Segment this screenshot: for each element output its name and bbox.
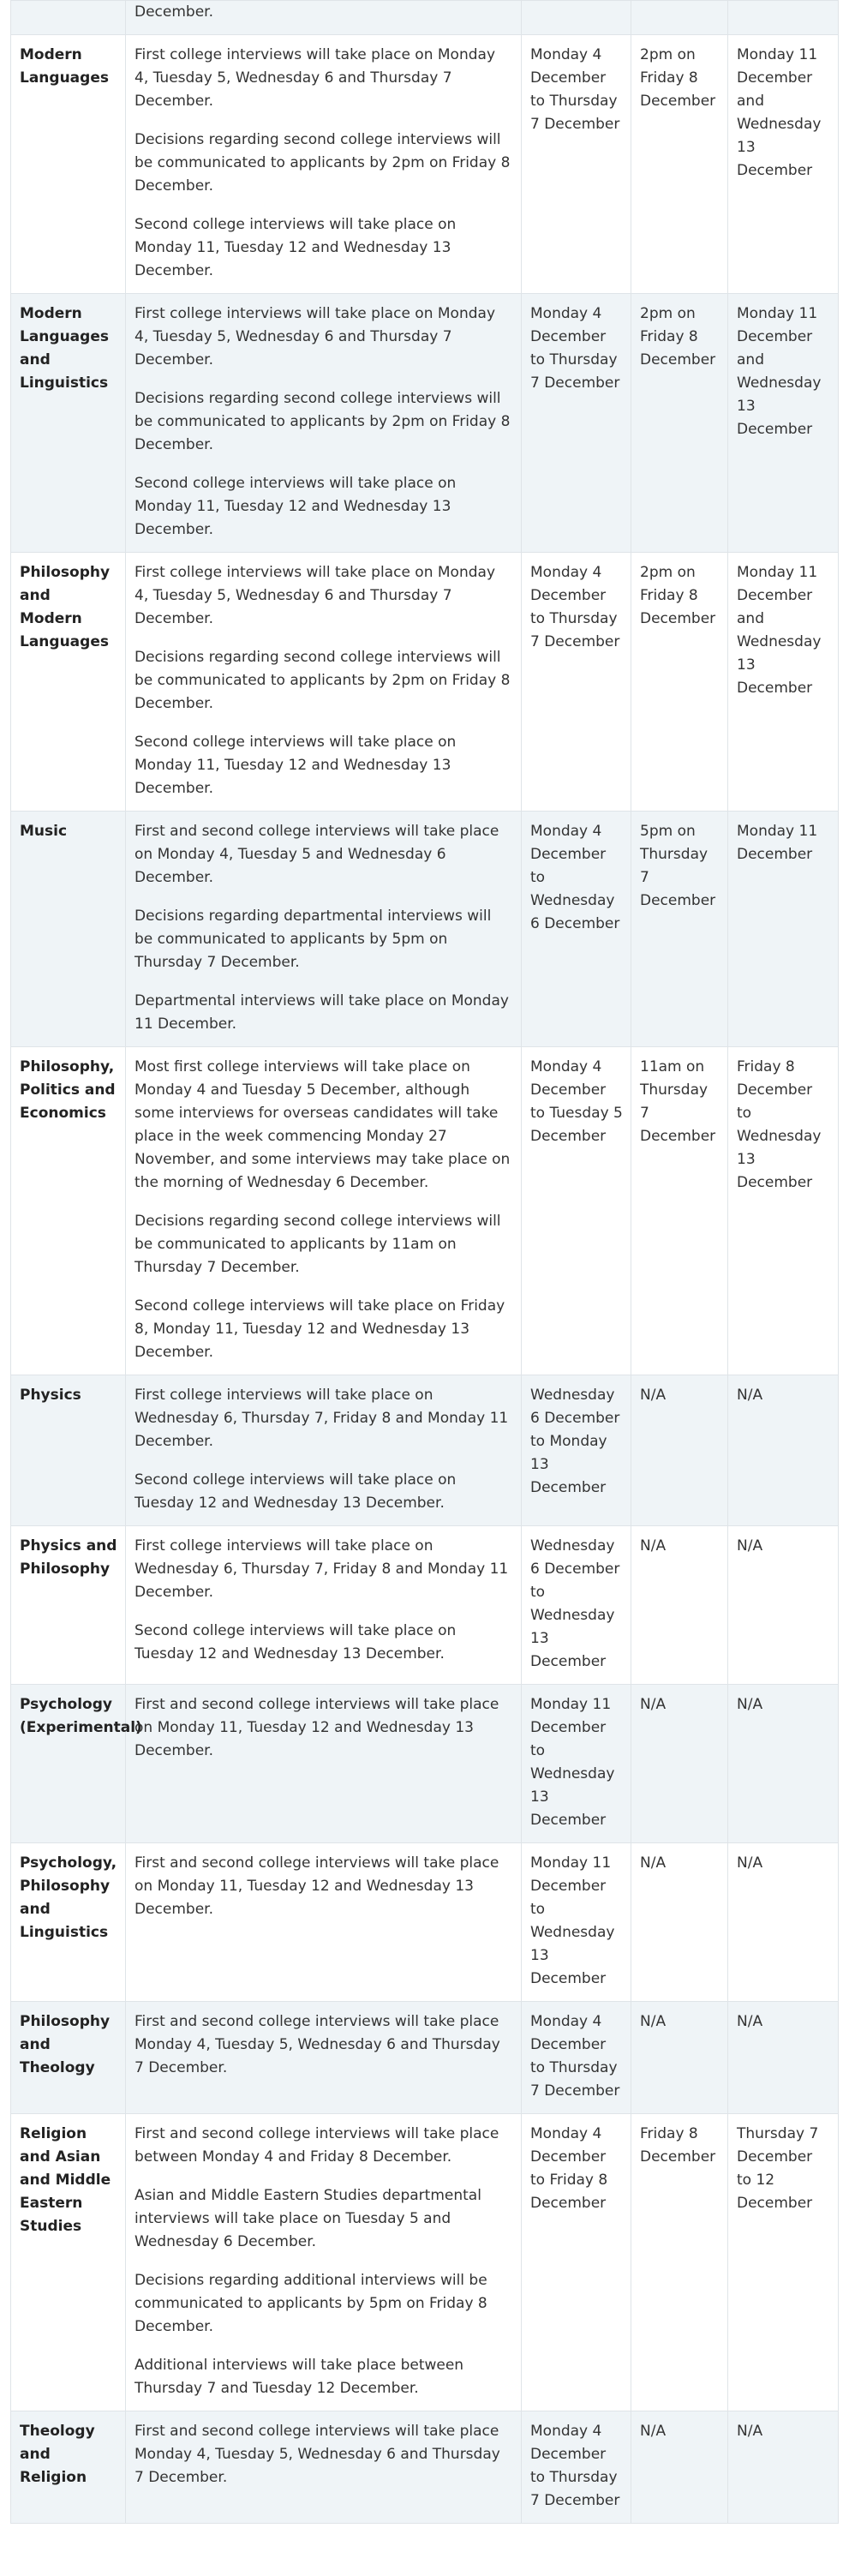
first-interviews-cell (522, 1, 631, 35)
first-interviews-cell: Monday 4 December to Friday 8 December (522, 2114, 631, 2411)
details-paragraph: Second college interviews will take place on Tuesday 12 and Wednesday 13 December. (135, 1471, 457, 1512)
second-interviews-cell: Monday 11 December (728, 812, 839, 1047)
second-interviews-cell: N/A (728, 1843, 839, 2002)
second-interviews-cell: N/A (728, 1375, 839, 1526)
details-cell (126, 812, 522, 1047)
details-paragraph: Second college interviews will take place on Tuesday 12 and Wednesday 13 December. (135, 1622, 457, 1662)
decision-deadline-cell (631, 1, 728, 35)
table-row (11, 1685, 839, 1843)
details-cell (126, 553, 522, 812)
details-paragraph: December. (135, 3, 213, 21)
details-paragraph: Asian and Middle Eastern Studies departmental interviews will take place on Tuesday 5 and Wednesday 6 December. (135, 2187, 481, 2250)
first-interviews-cell: Monday 11 December to Wednesday 13 December (522, 1843, 631, 2002)
decision-deadline-cell: 11am on Thursday 7 December (631, 1047, 728, 1375)
details-cell (126, 1375, 522, 1526)
table-row (11, 553, 839, 812)
details-cell (126, 1047, 522, 1375)
details-paragraph: First college interviews will take place on Monday 4, Tuesday 5, Wednesday 6 and Thursday 7 December. (135, 305, 495, 368)
second-interviews-cell: N/A (728, 1526, 839, 1685)
details-paragraph: First and second college interviews will take place on Monday 11, Tuesday 12 and Wednesday 13 December. (135, 1696, 499, 1759)
first-interviews-cell: Monday 4 December to Wednesday 6 December (522, 812, 631, 1047)
subject-cell: Psychology, Philosophy and Linguistics (11, 1843, 126, 2002)
details-cell (126, 35, 522, 294)
subject-cell: Philosophy, Politics and Economics (11, 1047, 126, 1375)
second-interviews-cell: N/A (728, 2411, 839, 2524)
subject-cell: Theology and Religion (11, 2411, 126, 2524)
details-paragraph: First and second college interviews will take place Monday 4, Tuesday 5, Wednesday 6 and Thursday 7 December. (135, 2013, 500, 2076)
details-paragraph: Decisions regarding departmental interviews will be communicated to applicants by 5pm on Thursday 7 December. (135, 908, 492, 971)
decision-deadline-cell: Friday 8 December (631, 2114, 728, 2411)
subject-cell: Physics (11, 1375, 126, 1526)
first-interviews-cell: Monday 11 December to Wednesday 13 December (522, 1685, 631, 1843)
second-interviews-cell (728, 1, 839, 35)
details-paragraph: Additional interviews will take place between Thursday 7 and Tuesday 12 December. (135, 2357, 464, 2397)
first-interviews-cell: Monday 4 December to Thursday 7 December (522, 553, 631, 812)
decision-deadline-cell: N/A (631, 1526, 728, 1685)
second-interviews-cell: Monday 11 December and Wednesday 13 December (728, 294, 839, 553)
details-cell (126, 2114, 522, 2411)
details-paragraph: Second college interviews will take place on Monday 11, Tuesday 12 and Wednesday 13 December. (135, 216, 457, 279)
subject-cell (11, 1, 126, 35)
details-cell (126, 294, 522, 553)
interview-schedule-table (10, 0, 839, 2524)
interview-schedule-body (11, 1, 839, 2524)
details-paragraph: Decisions regarding additional interviews will be communicated to applicants by 5pm on Friday 8 December. (135, 2272, 487, 2335)
second-interviews-cell: Monday 11 December and Wednesday 13 December (728, 35, 839, 294)
decision-deadline-cell: N/A (631, 2002, 728, 2114)
first-interviews-cell: Monday 4 December to Thursday 7 December (522, 294, 631, 553)
details-cell (126, 2002, 522, 2114)
first-interviews-cell: Wednesday 6 December to Monday 13 December (522, 1375, 631, 1526)
table-row (11, 812, 839, 1047)
details-paragraph: First and second college interviews will take place on Monday 11, Tuesday 12 and Wednesday 13 December. (135, 1854, 499, 1918)
first-interviews-cell: Monday 4 December to Thursday 7 December (522, 35, 631, 294)
details-paragraph: First and second college interviews will take place on Monday 4, Tuesday 5 and Wednesday 6 December. (135, 823, 499, 886)
details-paragraph: First and second college interviews will take place Monday 4, Tuesday 5, Wednesday 6 and Thursday 7 December. (135, 2423, 500, 2486)
details-cell (126, 2411, 522, 2524)
table-row (11, 1526, 839, 1685)
subject-cell: Philosophy and Theology (11, 2002, 126, 2114)
decision-deadline-cell: 5pm on Thursday 7 December (631, 812, 728, 1047)
subject-cell: Religion and Asian and Middle Eastern Studies (11, 2114, 126, 2411)
second-interviews-cell: Monday 11 December and Wednesday 13 December (728, 553, 839, 812)
table-row (11, 294, 839, 553)
table-row (11, 35, 839, 294)
second-interviews-cell: N/A (728, 2002, 839, 2114)
subject-cell: Psychology (Experimental) (11, 1685, 126, 1843)
second-interviews-cell: Friday 8 December to Wednesday 13 December (728, 1047, 839, 1375)
details-paragraph: Most first college interviews will take place on Monday 4 and Tuesday 5 December, although some interviews for overseas candidates will take place in the week commencing Monday 27 November, and some interviews may take place on the morning of Wednesday 6 December. (135, 1058, 511, 1191)
details-cell (126, 1685, 522, 1843)
decision-deadline-cell: N/A (631, 1843, 728, 2002)
details-paragraph: First college interviews will take place on Wednesday 6, Thursday 7, Friday 8 and Monday 11 December. (135, 1537, 509, 1601)
first-interviews-cell: Monday 4 December to Tuesday 5 December (522, 1047, 631, 1375)
details-paragraph: First college interviews will take place on Wednesday 6, Thursday 7, Friday 8 and Monday 11 December. (135, 1387, 509, 1450)
first-interviews-cell: Monday 4 December to Thursday 7 December (522, 2411, 631, 2524)
subject-cell: Music (11, 812, 126, 1047)
second-interviews-cell: N/A (728, 1685, 839, 1843)
decision-deadline-cell: 2pm on Friday 8 December (631, 553, 728, 812)
details-paragraph: Decisions regarding second college interviews will be communicated to applicants by 2pm on Friday 8 December. (135, 131, 511, 195)
subject-cell: Modern Languages and Linguistics (11, 294, 126, 553)
second-interviews-cell: Thursday 7 December to 12 December (728, 2114, 839, 2411)
first-interviews-cell: Wednesday 6 December to Wednesday 13 December (522, 1526, 631, 1685)
table-row (11, 1843, 839, 2002)
details-paragraph: Second college interviews will take place on Friday 8, Monday 11, Tuesday 12 and Wednesday 13 December. (135, 1297, 505, 1361)
table-row (11, 1375, 839, 1526)
decision-deadline-cell: 2pm on Friday 8 December (631, 35, 728, 294)
decision-deadline-cell: 2pm on Friday 8 December (631, 294, 728, 553)
decision-deadline-cell: N/A (631, 1375, 728, 1526)
subject-cell: Physics and Philosophy (11, 1526, 126, 1685)
table-row (11, 2114, 839, 2411)
subject-cell: Philosophy and Modern Languages (11, 553, 126, 812)
first-interviews-cell: Monday 4 December to Thursday 7 December (522, 2002, 631, 2114)
details-paragraph: Decisions regarding second college interviews will be communicated to applicants by 2pm on Friday 8 December. (135, 390, 511, 453)
table-row (11, 1, 839, 35)
table-row (11, 2411, 839, 2524)
details-paragraph: First and second college interviews will take place between Monday 4 and Friday 8 December. (135, 2125, 499, 2166)
details-cell (126, 1843, 522, 2002)
details-paragraph: First college interviews will take place on Monday 4, Tuesday 5, Wednesday 6 and Thursday 7 December. (135, 564, 495, 627)
table-row (11, 1047, 839, 1375)
decision-deadline-cell: N/A (631, 1685, 728, 1843)
decision-deadline-cell: N/A (631, 2411, 728, 2524)
details-cell (126, 1526, 522, 1685)
table-row (11, 2002, 839, 2114)
details-paragraph: Decisions regarding second college interviews will be communicated to applicants by 11am on Thursday 7 December. (135, 1213, 501, 1276)
details-paragraph: Second college interviews will take place on Monday 11, Tuesday 12 and Wednesday 13 December. (135, 734, 457, 797)
details-paragraph: First college interviews will take place on Monday 4, Tuesday 5, Wednesday 6 and Thursday 7 December. (135, 46, 495, 110)
details-paragraph: Decisions regarding second college interviews will be communicated to applicants by 2pm on Friday 8 December. (135, 649, 511, 712)
details-paragraph: Second college interviews will take place on Monday 11, Tuesday 12 and Wednesday 13 December. (135, 475, 457, 538)
details-cell (126, 1, 522, 35)
subject-cell: Modern Languages (11, 35, 126, 294)
details-paragraph: Departmental interviews will take place on Monday 11 December. (135, 992, 509, 1033)
